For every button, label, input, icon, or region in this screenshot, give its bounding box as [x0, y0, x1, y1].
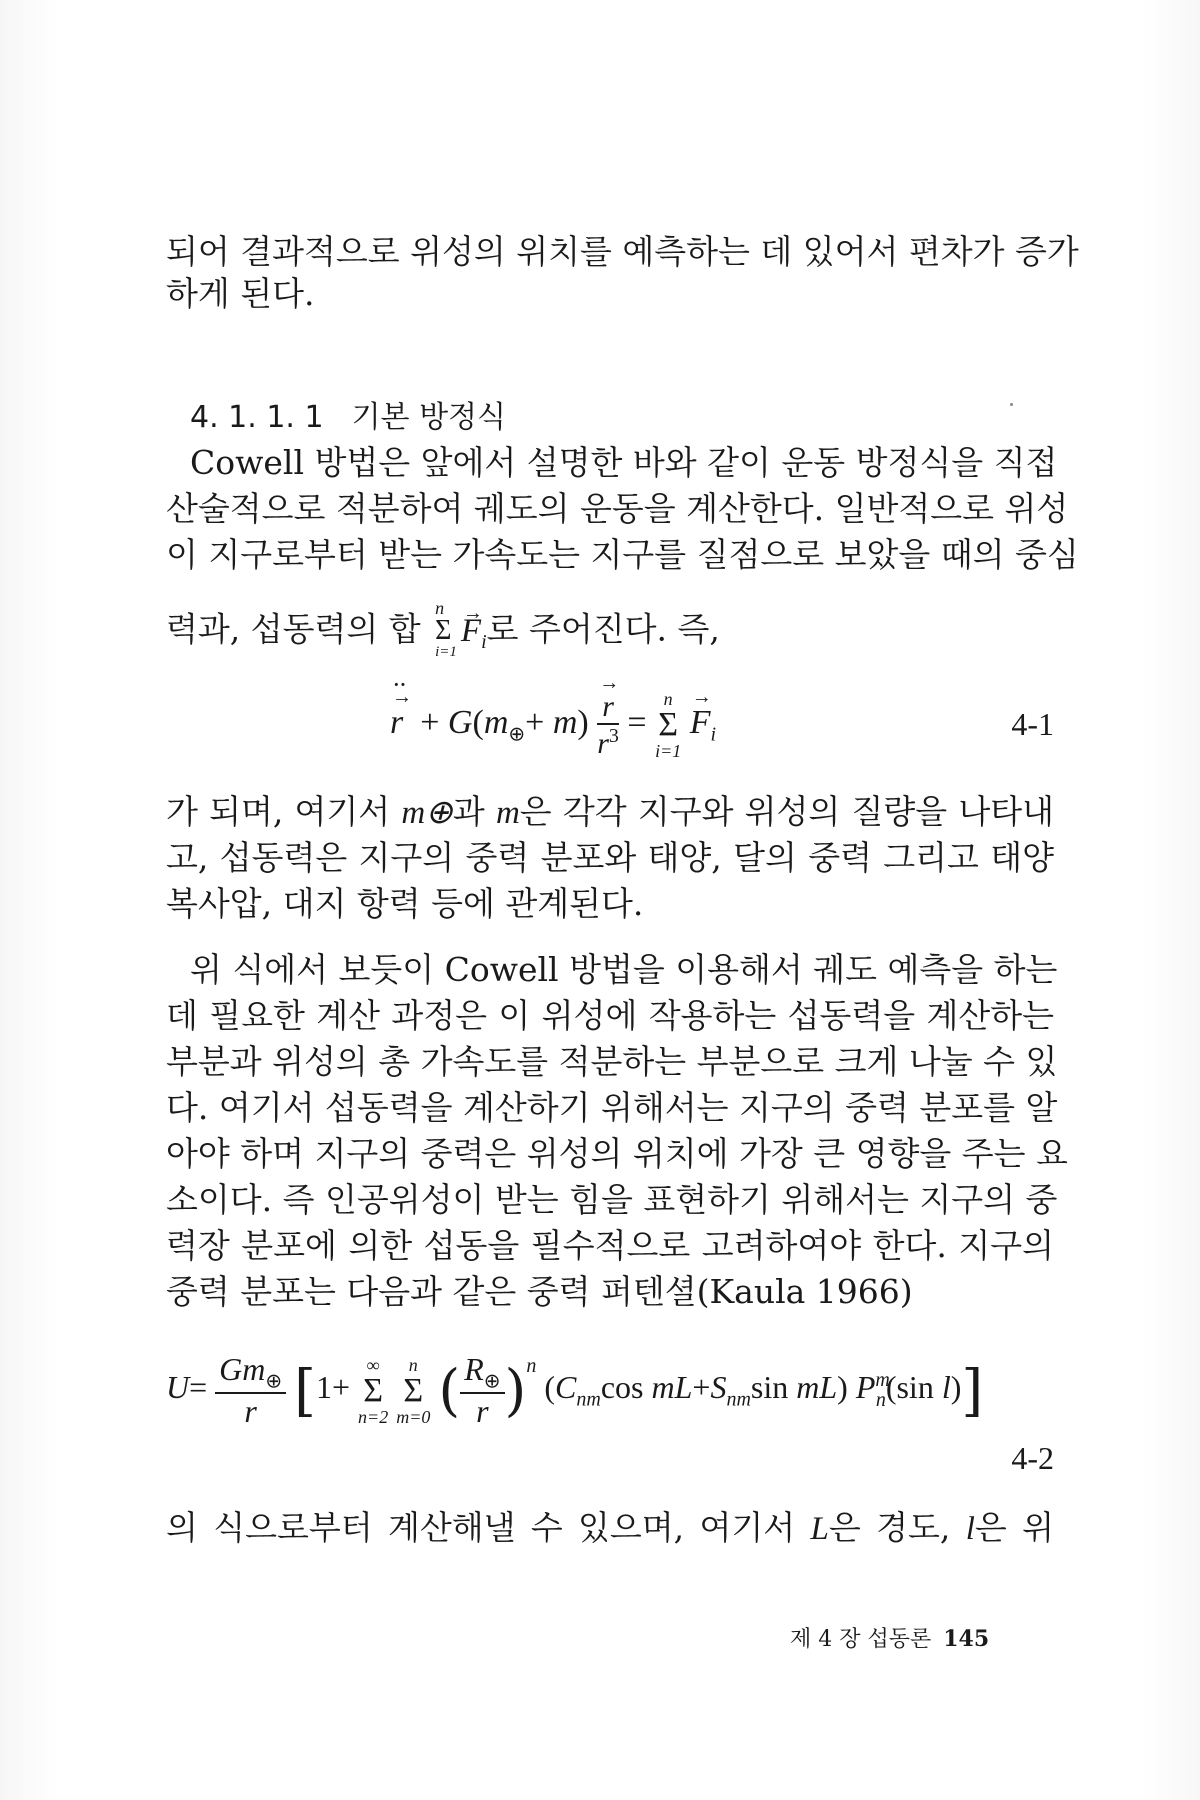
text-span: 과: [452, 792, 485, 831]
text-line: 데 필요한 계산 과정은 이 위성에 작용하는 섭동력을 계산하는: [166, 996, 1054, 1035]
text-line: [166, 598, 1054, 662]
sum-upper-limit: n: [435, 598, 445, 618]
text-line: 중력 분포는 다음과 같은 중력 퍼텐셜(Kaula 1966): [166, 1272, 913, 1311]
text-span: 은 경도,: [828, 1508, 951, 1547]
equation-number: 4-2: [1011, 1440, 1054, 1476]
text-line: 부분과 위성의 총 가속도를 적분하는 부분으로 크게 나눌 수 있: [166, 1042, 1058, 1081]
text-line: 산술적으로 적분하여 궤도의 운동을 계산한다. 일반적으로 위성: [166, 489, 1069, 528]
equation-4-2: U= $\frac{Gm_\oplus}{r}$ [1+ ∞ Σ n=2 n Σ m=0 ( $\frac{R_\oplus}{r}$ )$^n$ ($C_{nm}\cos$ $mL+S_{nm}\sin$ mL) $P^m_n(\sin$ l)]: [166, 1351, 984, 1430]
text-line: 이 지구로부터 받는 가속도는 지구를 질점으로 보았을 때의 중심: [166, 535, 1079, 574]
text-line: 복사압, 대지 항력 등에 관계된다.: [166, 884, 644, 923]
section-title: 기본 방정식: [351, 400, 507, 435]
satellite-mass-symbol: m: [495, 795, 520, 831]
text-line: 되어 결과적으로 위성의 위치를 예측하는 데 있어서 편차가 증가: [166, 232, 1079, 271]
latitude-symbol: l: [965, 1511, 975, 1547]
section-number: 4. 1. 1. 1: [190, 400, 324, 435]
chapter-label: 제 4 장 섭동론: [790, 1627, 932, 1652]
text-span: 의 식으로부터 계산해낼 수 있으며, 여기서: [166, 1508, 796, 1547]
text-line: 위 식에서 보듯이 Cowell 방법을 이용해서 궤도 예측을 하는: [190, 950, 1058, 989]
text-span: 은 각각 지구와 위성의 질량을 나타내: [519, 792, 1054, 831]
text-line: Cowell 방법은 앞에서 설명한 바와 같이 운동 방정식을 직접: [190, 443, 1058, 482]
text-line: [166, 1508, 1054, 1549]
earth-mass-symbol: m⊕: [401, 795, 453, 831]
summation-symbol: n Σ i=1: [435, 598, 457, 660]
text-line: 력장 분포에 의한 섭동을 필수적으로 고려하여야 한다. 지구의: [166, 1226, 1054, 1265]
force-vector: → F: [461, 611, 481, 651]
text-span: 은 위: [974, 1508, 1054, 1547]
text-line: 소이다. 즉 인공위성이 받는 힘을 표현하기 위해서는 지구의 중: [166, 1180, 1058, 1219]
equation-4-1: → r ·· + $G(m_\oplus+ m)$ → $\frac{r}{r^3}$ = n Σ i=1 → $F_i$: [390, 690, 716, 760]
page-number: 145: [943, 1626, 990, 1652]
text-line: [166, 792, 1054, 833]
page-footer: [790, 1622, 989, 1653]
sum-lower-limit: i=1: [435, 644, 457, 660]
text-span: 력과, 섭동력의 합: [166, 609, 421, 649]
text-span: 가 되며, 여기서: [166, 792, 391, 831]
longitude-symbol: L: [810, 1511, 829, 1547]
text-line: 아야 하며 지구의 중력은 위성의 위치에 가장 큰 영향을 주는 요: [166, 1134, 1068, 1173]
text-span: 로 주어진다. 즉,: [486, 609, 720, 649]
subscript-i: i: [481, 631, 487, 654]
scan-speck: [1010, 403, 1013, 406]
equation-number: 4-1: [1011, 706, 1054, 742]
section-heading: [190, 398, 506, 438]
text-line: 고, 섭동력은 지구의 중력 분포와 태양, 달의 중력 그리고 태양: [166, 838, 1054, 877]
text-line: 다. 여기서 섭동력을 계산하기 위해서는 지구의 중력 분포를 알: [166, 1088, 1058, 1127]
text-line: 하게 된다.: [166, 274, 315, 313]
